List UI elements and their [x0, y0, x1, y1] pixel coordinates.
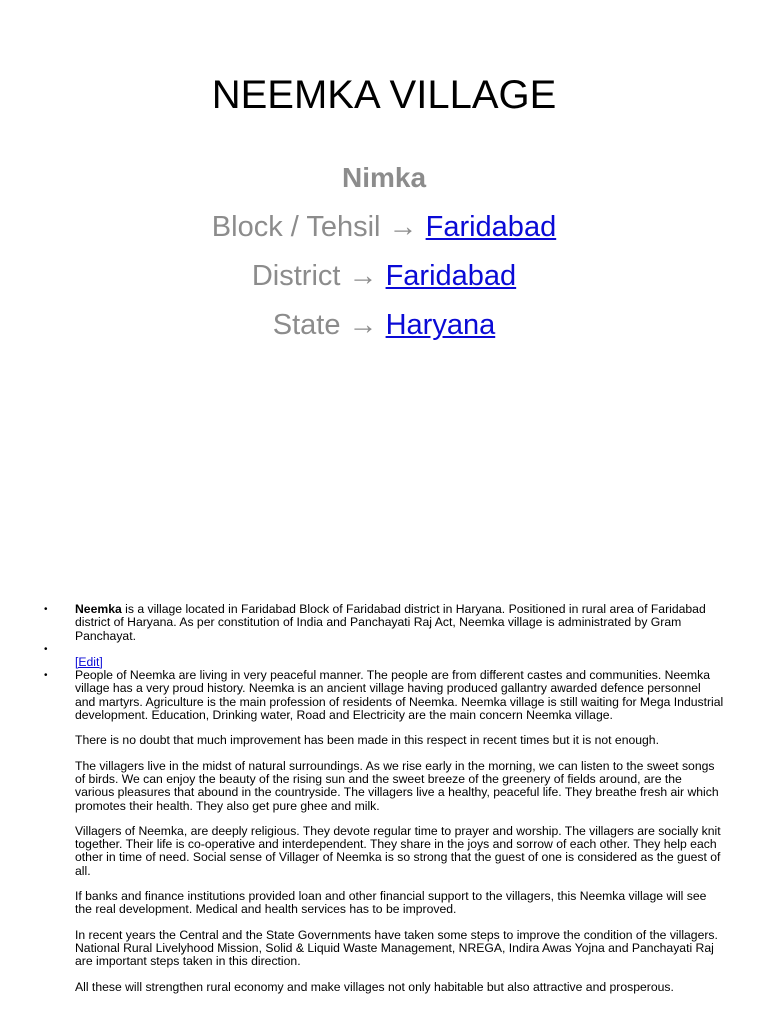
list-item — [44, 669, 724, 994]
alt-name: Nimka — [341, 162, 427, 193]
block-line — [0, 209, 768, 245]
list-item-empty — [44, 643, 724, 656]
paragraph: In recent years the Central and the State Governments have taken some steps to improve the condition of the villagers. National Rural Livelyhood Mission, Solid & Liquid Waste Management, NREGA, Indira Awas Yojna and Panchayati Raj are important steps taken in this direction. — [75, 927, 718, 969]
paragraph: If banks and finance institutions provided loan and other financial support to the villagers, this Neemka village will see the real development. Medical and health services has to be improved. — [75, 889, 707, 917]
district-line — [0, 258, 768, 294]
intro-text: is a village located in Faridabad Block of Faridabad district in Haryana. Positioned in rural area of Faridabad district of Haryana. As per constitution of India and Panchayati Raj Act, Neemka village is administrated by Gram Panchayat. — [75, 602, 706, 643]
state-line — [0, 307, 768, 343]
paragraph: All these will strengthen rural economy and make villages not only habitable but also attractive and prosperous. — [75, 979, 674, 994]
list-item — [44, 603, 724, 643]
block-label: Block / Tehsil → — [211, 211, 426, 243]
paragraph: There is no doubt that much improvement has been made in this respect in recent times but it is not enough. — [75, 733, 659, 748]
block-link[interactable]: Faridabad — [425, 211, 557, 243]
page-title: NEEMKA VILLAGE — [211, 73, 557, 117]
paragraph: Villagers of Neemka, are deeply religious. They devote regular time to prayer and worship. The villagers are socially knit together. Their life is co-operative and interdependent. They share in the joys and sorrow of each other. They help each other in time of need. Social sense of Villager of Neemka is so strong that the guest of one is considered as the guest of all. — [75, 823, 721, 878]
list-item-edit — [44, 656, 724, 669]
state-label: State → — [272, 309, 386, 341]
bullet-list — [44, 603, 724, 994]
article-body — [44, 603, 724, 994]
paragraph: • People of Neemka are living in very peaceful manner. The people are from different castes and communities. Neemka village has a very proud history. Neemka is an ancient village having produced gallantry awarded defence personnel and martyrs. Agriculture is the main profession of residents of Neemka. Neemka village is still waiting for Mega Industrial development. Education, Drinking water, Road and Electricity are the main concern Neemka village. — [75, 668, 724, 723]
district-label: District → — [251, 260, 386, 292]
intro-bold: Neemka — [75, 602, 122, 616]
district-link[interactable]: Faridabad — [385, 260, 517, 292]
paragraph: The villagers live in the midst of natural surroundings. As we rise early in the morning, we can listen to the sweet songs of birds. We can enjoy the beauty of the rising sun and the sweet breeze of the greenery of fields around, are the various pleasures that abound in the countryside. The villagers live a healthy, peaceful life. They breathe fresh air which promotes their health. They also get pure ghee and milk. — [75, 758, 719, 813]
edit-link[interactable]: [Edit] — [75, 654, 103, 669]
state-link[interactable]: Haryana — [385, 309, 496, 341]
